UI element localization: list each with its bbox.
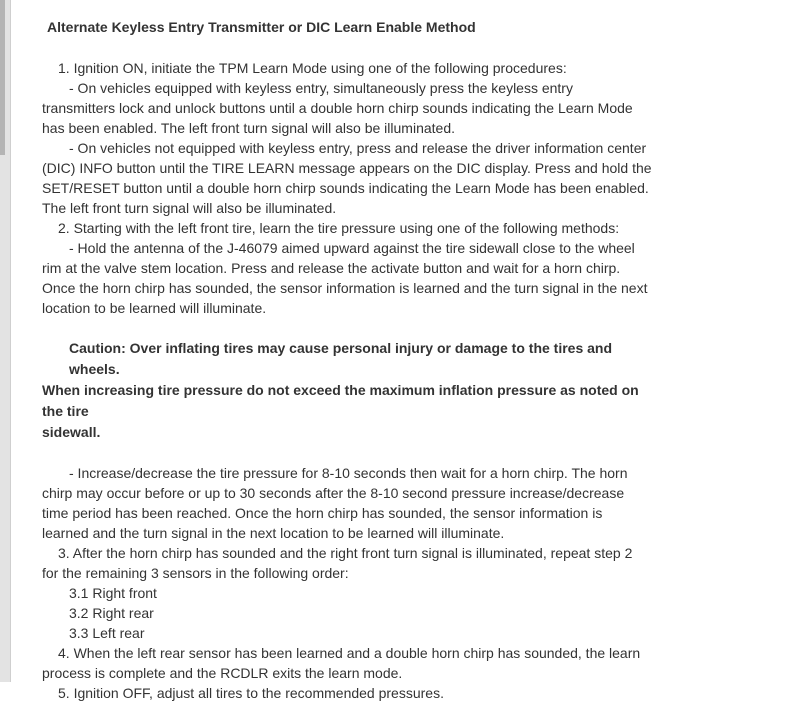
step-5: [42, 683, 656, 703]
step-1a-line: has been enabled. The left front turn signal will also be illuminated.: [42, 120, 455, 136]
step-4: [42, 643, 656, 683]
step-1b-line: - On vehicles not equipped with keyless entry, press and release the driver information center: [69, 140, 647, 156]
step-3-2: 3.2 Right rear: [69, 605, 154, 621]
step-2b-line: time period has been reached. Once the horn chirp has sounded, the sensor information is: [42, 505, 603, 521]
step-2b-line: chirp may occur before or up to 30 seconds after the 8-10 second pressure increase/decrease: [42, 485, 625, 501]
step-3-line: for the remaining 3 sensors in the following order:: [42, 565, 349, 581]
step-2a-line: location to be learned will illuminate.: [42, 300, 267, 316]
step-5-text: 5. Ignition OFF, adjust all tires to the recommended pressures.: [58, 685, 444, 701]
step-4-line: process is complete and the RCDLR exits the learn mode.: [42, 665, 403, 681]
step-1: [42, 58, 656, 78]
step-3: [42, 543, 656, 583]
scrollbar-thumb[interactable]: [0, 0, 5, 155]
step-1b-line: SET/RESET button until a double horn chirp sounds indicating the Learn Mode has been enabled.: [42, 180, 649, 196]
step-1b-line: The left front turn signal will also be illuminated.: [42, 200, 337, 216]
caution-line: sidewall.: [42, 424, 101, 440]
step-1b-line: (DIC) INFO button until the TIRE LEARN message appears on the DIC display. Press and hold the: [42, 160, 652, 176]
document-body: [42, 17, 656, 703]
step-1-text: 1. Ignition ON, initiate the TPM Learn Mode using one of the following procedures:: [58, 60, 567, 76]
step-2: [42, 218, 656, 238]
step-1a-line: - On vehicles equipped with keyless entry, simultaneously press the keyless entry: [69, 80, 573, 96]
step-3-sublist: [42, 583, 656, 643]
step-3-3: 3.3 Left rear: [69, 625, 145, 641]
page-title: Alternate Keyless Entry Transmitter or DIC Learn Enable Method: [47, 19, 476, 35]
step-3-1: 3.1 Right front: [69, 585, 157, 601]
caution-line: When increasing tire pressure do not exceed the maximum inflation pressure as noted on the tire: [42, 382, 639, 419]
step-2-text: 2. Starting with the left front tire, learn the tire pressure using one of the following methods:: [58, 220, 620, 236]
step-2a-line: rim at the valve stem location. Press and release the activate button and wait for a horn chirp.: [42, 260, 621, 276]
step-1b: [42, 138, 656, 218]
step-2b-line: - Increase/decrease the tire pressure for 8-10 seconds then wait for a horn chirp. The horn: [69, 465, 628, 481]
step-1a: [42, 78, 656, 138]
left-scrollbar-track[interactable]: [0, 0, 11, 682]
step-1a-line: transmitters lock and unlock buttons until a double horn chirp sounds indicating the Learn Mode: [42, 100, 633, 116]
step-2b: [42, 463, 656, 543]
step-2a-line: - Hold the antenna of the J-46079 aimed upward against the tire sidewall close to the wheel: [69, 240, 635, 256]
step-2a-line: Once the horn chirp has sounded, the sensor information is learned and the turn signal in the next: [42, 280, 648, 296]
step-3-line: 3. After the horn chirp has sounded and the right front turn signal is illuminated, repeat step 2: [58, 545, 633, 561]
step-2b-line: learned and the turn signal in the next location to be learned will illuminate.: [42, 525, 505, 541]
step-2a: [42, 238, 656, 318]
step-4-line: 4. When the left rear sensor has been learned and a double horn chirp has sounded, the learn: [58, 645, 641, 661]
caution-note: [42, 338, 656, 443]
caution-line: Caution: Over inflating tires may cause personal injury or damage to the tires and wheels.: [69, 340, 613, 377]
